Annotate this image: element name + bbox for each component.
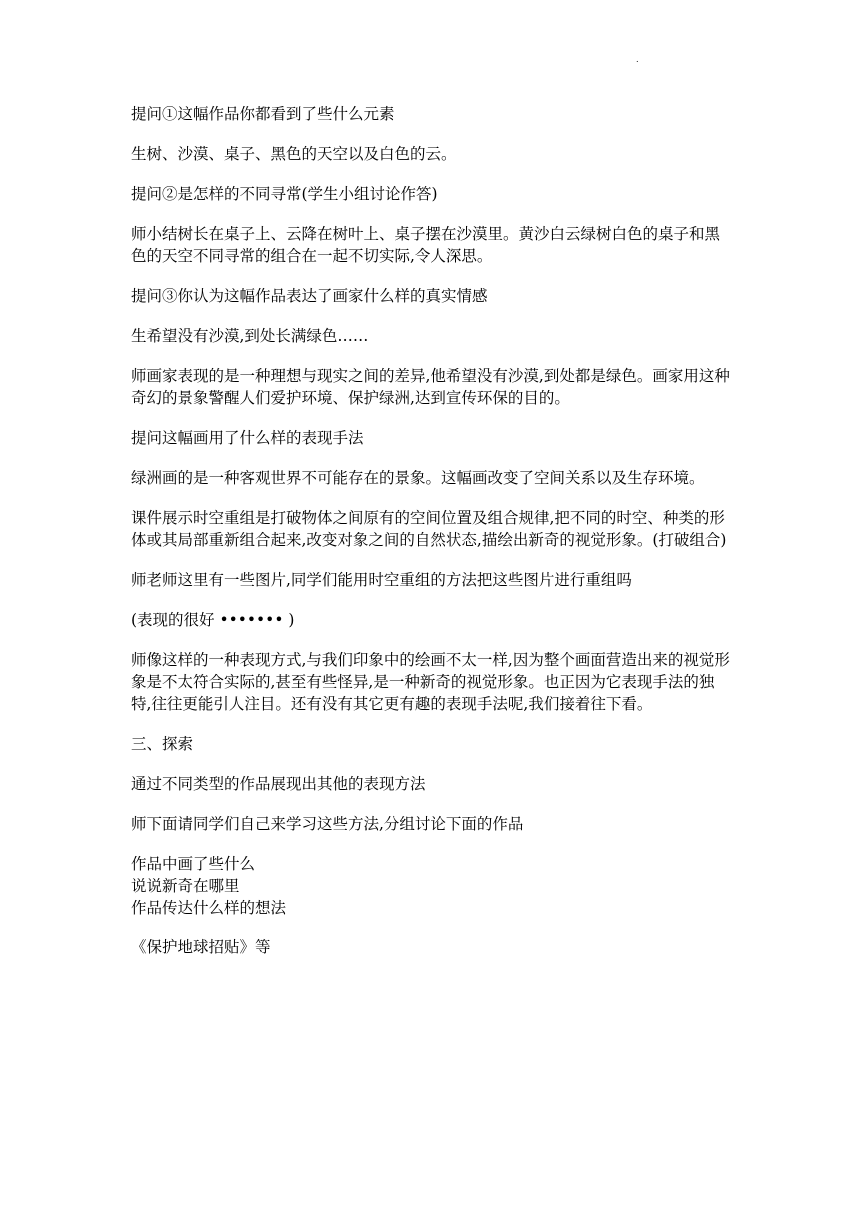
paragraph: 生树、沙漠、桌子、黑色的天空以及白色的云。 [131, 145, 457, 163]
paragraph: 提问②是怎样的不同寻常(学生小组讨论作答) [131, 185, 438, 203]
question-item: 作品中画了些什么 [131, 855, 256, 873]
page-mark: . [636, 55, 639, 64]
paragraph: (表现的很好 ••••••• ) [131, 611, 295, 629]
paragraph: 师像这样的一种表现方式,与我们印象中的绘画不太一样,因为整个画面营造出来的视觉形象是不太符合实际的,甚至有些怪异,是一种新奇的视觉形象。也正因为它表现手法的独特,往往更能引人注目。还有没有其它更有趣的表现手法呢,我们接着往下看。 [131, 651, 730, 713]
paragraph: 课件展示时空重组是打破物体之间原有的空间位置及组合规律,把不同的时空、种类的形体或其局部重新组合起来,改变对象之间的自然状态,描绘出新奇的视觉形象。(打破组合) [131, 509, 727, 549]
paragraph: 提问③你认为这幅作品表达了画家什么样的真实情感 [131, 287, 488, 305]
document-body [131, 103, 734, 976]
question-list [131, 853, 734, 919]
paragraph: 绿洲画的是一种客观世界不可能存在的景象。这幅画改变了空间关系以及生存环境。 [131, 469, 705, 487]
section-heading: 三、探索 [131, 735, 194, 753]
paragraph: 提问①这幅作品你都看到了些什么元素 [131, 105, 395, 123]
paragraph: 师下面请同学们自己来学习这些方法,分组讨论下面的作品 [131, 815, 524, 833]
closing-line: 《保护地球招贴》等 [131, 938, 271, 956]
paragraph: 提问这幅画用了什么样的表现手法 [131, 429, 364, 447]
paragraph: 师小结树长在桌子上、云降在树叶上、桌子摆在沙漠里。黄沙白云绿树白色的桌子和黑色的天空不同寻常的组合在一起不切实际,令人深思。 [131, 225, 721, 265]
paragraph: 师画家表现的是一种理想与现实之间的差异,他希望没有沙漠,到处都是绿色。画家用这种奇幻的景象警醒人们爱护环境、保护绿洲,达到宣传环保的目的。 [131, 367, 730, 407]
paragraph: 生希望没有沙漠,到处长满绿色…… [131, 327, 369, 345]
question-item: 作品传达什么样的想法 [131, 899, 287, 917]
paragraph: 通过不同类型的作品展现出其他的表现方法 [131, 775, 426, 793]
question-item: 说说新奇在哪里 [131, 877, 240, 895]
paragraph: 师老师这里有一些图片,同学们能用时空重组的方法把这些图片进行重组吗 [131, 571, 632, 589]
